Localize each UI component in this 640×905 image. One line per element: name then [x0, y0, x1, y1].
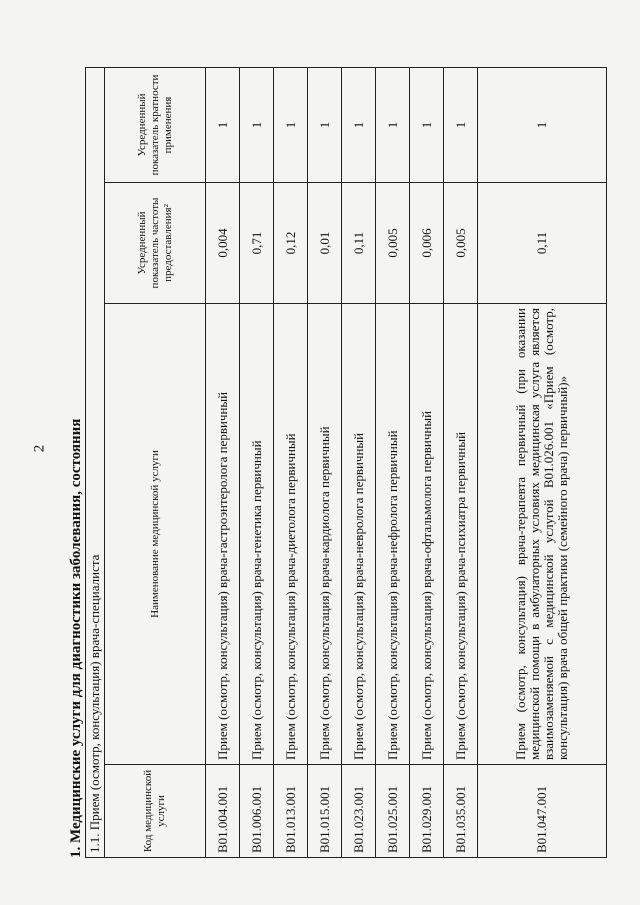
frequency-value: 0,11	[342, 183, 376, 304]
service-name: Прием (осмотр, консультация) врача-офтальмолога первичный	[410, 304, 444, 765]
service-code: B01.029.001	[410, 765, 444, 858]
table-row	[478, 67, 607, 857]
column-header-code: Код медицинской услуги	[105, 765, 206, 858]
page-number: 2	[31, 444, 48, 453]
service-code: B01.015.001	[308, 765, 342, 858]
multiplicity-value: 1	[478, 67, 607, 182]
service-name: Прием (осмотр, консультация) врача-диетолога первичный	[274, 304, 308, 765]
services-table	[85, 67, 607, 858]
frequency-value: 0,005	[444, 183, 478, 304]
multiplicity-value: 1	[410, 67, 444, 182]
column-header-multiplicity: Усредненный показатель кратности применения	[105, 67, 206, 182]
multiplicity-value: 1	[376, 67, 410, 182]
table-row	[444, 67, 478, 857]
frequency-value: 0,01	[308, 183, 342, 304]
rotated-content	[67, 68, 622, 858]
frequency-value: 0,005	[376, 183, 410, 304]
service-name: Прием (осмотр, консультация) врача-гастроэнтеролога первичный	[206, 304, 240, 765]
service-code: B01.047.001	[478, 765, 607, 858]
table-row	[308, 67, 342, 857]
service-name: Прием (осмотр, консультация) врача-кардиолога первичный	[308, 304, 342, 765]
frequency-value: 0,004	[206, 183, 240, 304]
service-code: B01.023.001	[342, 765, 376, 858]
frequency-value: 0,12	[274, 183, 308, 304]
multiplicity-value: 1	[206, 67, 240, 182]
multiplicity-value: 1	[308, 67, 342, 182]
multiplicity-value: 1	[444, 67, 478, 182]
service-name: Прием (осмотр, консультация) врача-невролога первичный	[342, 304, 376, 765]
service-code: B01.004.001	[206, 765, 240, 858]
section-title: 1. Медицинские услуги для диагностики заболевания, состояния	[68, 418, 84, 858]
table-row	[206, 67, 240, 857]
table-row	[240, 67, 274, 857]
service-name: Прием (осмотр, консультация) врача-психиатра первичный	[444, 304, 478, 765]
table-row	[410, 67, 444, 857]
table-row	[342, 67, 376, 857]
frequency-value: 0,71	[240, 183, 274, 304]
service-name: Прием (осмотр, консультация) врача-терапевта первичный (при оказании медицинской помощи в амбулаторных условиях медицинская услуга является взаимозаменяемой с медицинской услугой B01.026.001 «Прием (осмотр, консультация) врача общей практики (семейного врача) первичный)»	[478, 304, 607, 765]
frequency-value: 0,11	[478, 183, 607, 304]
column-header-name: Наименование медицинской услуги	[105, 304, 206, 765]
subsection-title: 1.1. Прием (осмотр, консультация) врача-специалиста	[86, 67, 105, 857]
frequency-value: 0,006	[410, 183, 444, 304]
subsection-row	[86, 67, 105, 857]
table-row	[274, 67, 308, 857]
multiplicity-value: 1	[342, 67, 376, 182]
service-code: B01.006.001	[240, 765, 274, 858]
column-header-frequency: Усредненный показатель частоты предоставления²	[105, 183, 206, 304]
service-name: Прием (осмотр, консультация) врача-генетика первичный	[240, 304, 274, 765]
service-code: B01.025.001	[376, 765, 410, 858]
service-code: B01.013.001	[274, 765, 308, 858]
service-code: B01.035.001	[444, 765, 478, 858]
multiplicity-value: 1	[274, 67, 308, 182]
table-header-row	[105, 67, 206, 857]
table-row	[376, 67, 410, 857]
multiplicity-value: 1	[240, 67, 274, 182]
service-name: Прием (осмотр, консультация) врача-нефролога первичный	[376, 304, 410, 765]
